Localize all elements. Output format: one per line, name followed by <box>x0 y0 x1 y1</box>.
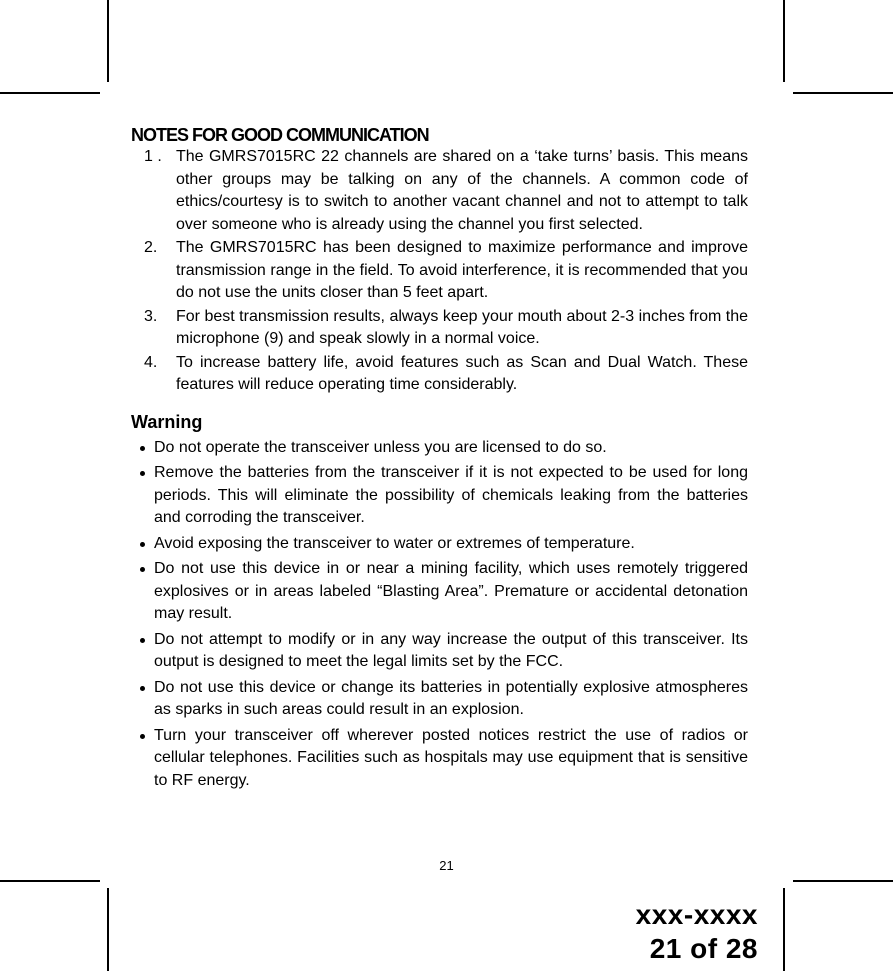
crop-mark-top-right-horizontal <box>793 92 893 94</box>
notes-item-number: 2. <box>144 239 158 256</box>
warning-item <box>131 462 748 530</box>
crop-mark-bottom-right-horizontal <box>793 880 893 882</box>
page-content <box>131 124 748 795</box>
notes-item-text: The GMRS7015RC has been designed to maximize performance and improve transmission range in the field. To avoid interference, it is recommended that you do not use the units closer than 5 feet apart. <box>176 239 748 301</box>
crop-mark-bottom-left-horizontal <box>0 880 100 882</box>
warning-item <box>131 437 748 460</box>
notes-list <box>131 146 748 397</box>
bullet-icon <box>140 638 145 643</box>
warning-list <box>131 437 748 793</box>
warning-item-text: Remove the batteries from the transceiver if it is not expected to be used for long periods. This will eliminate the possibility of chemicals leaking from the batteries and corroding the transceiver. <box>154 464 748 526</box>
warning-item <box>131 725 748 793</box>
warning-item <box>131 533 748 556</box>
warning-item-text: Do not operate the transceiver unless you are licensed to do so. <box>154 438 607 456</box>
bullet-icon <box>140 686 145 691</box>
bullet-icon <box>140 471 145 476</box>
notes-item <box>131 352 748 397</box>
warning-item-text: Do not use this device in or near a mining facility, which uses remotely triggered explosives or in areas labeled “Blasting Area”. Premature or accidental detonation may result. <box>154 560 748 622</box>
notes-item-number: 4. <box>144 353 158 371</box>
warning-item <box>131 677 748 722</box>
bullet-icon <box>140 567 145 572</box>
notes-item-text: For best transmission results, always keep your mouth about 2-3 inches from the microphone (9) and speak slowly in a normal voice. <box>176 307 748 347</box>
notes-item-text: To increase battery life, avoid features such as Scan and Dual Watch. These features will reduce operating time considerably. <box>176 353 748 393</box>
crop-mark-top-left-horizontal <box>0 92 100 94</box>
document-code: xxx-xxxx <box>635 899 758 930</box>
notes-item <box>131 306 748 351</box>
warning-heading: Warning <box>131 411 203 432</box>
warning-item <box>131 558 748 626</box>
page-of-count: 21 of 28 <box>649 933 758 964</box>
warning-item-text: Do not attempt to modify or in any way increase the output of this transceiver. Its output is designed to meet the legal limits set by the FCC. <box>154 630 748 670</box>
bullet-icon <box>140 542 145 547</box>
crop-mark-bottom-left-vertical <box>107 888 109 971</box>
crop-mark-top-right-vertical <box>783 0 785 82</box>
bullet-icon <box>140 734 145 739</box>
page-number: 21 <box>439 858 454 873</box>
crop-mark-bottom-right-vertical <box>783 888 785 971</box>
document-code-block <box>636 898 758 966</box>
bullet-icon <box>140 446 145 451</box>
notes-heading: NOTES FOR GOOD COMMUNICATION <box>131 125 429 145</box>
crop-mark-top-left-vertical <box>107 0 109 82</box>
warning-item-text: Turn your transceiver off wherever posted notices restrict the use of radios or cellular telephones. Facilities such as hospitals may use equipment that is sensitive to RF energy. <box>154 726 748 789</box>
notes-item <box>131 237 748 305</box>
notes-item-text: The GMRS7015RC 22 channels are shared on a ‘take turns’ basis. This means other groups may be talking on any of the channels. A common code of ethics/courtesy is to switch to another vacant channel and not to attempt to talk over someone who is already using the channel you first selected. <box>176 148 748 233</box>
warning-item <box>131 629 748 674</box>
notes-item-number: 3. <box>144 307 158 325</box>
warning-item-text: Do not use this device or change its batteries in potentially explosive atmospheres as sparks in such areas could result in an explosion. <box>154 678 748 718</box>
notes-item-number: 1 . <box>144 148 162 165</box>
warning-item-text: Avoid exposing the transceiver to water or extremes of temperature. <box>154 534 635 552</box>
notes-item <box>131 146 748 236</box>
